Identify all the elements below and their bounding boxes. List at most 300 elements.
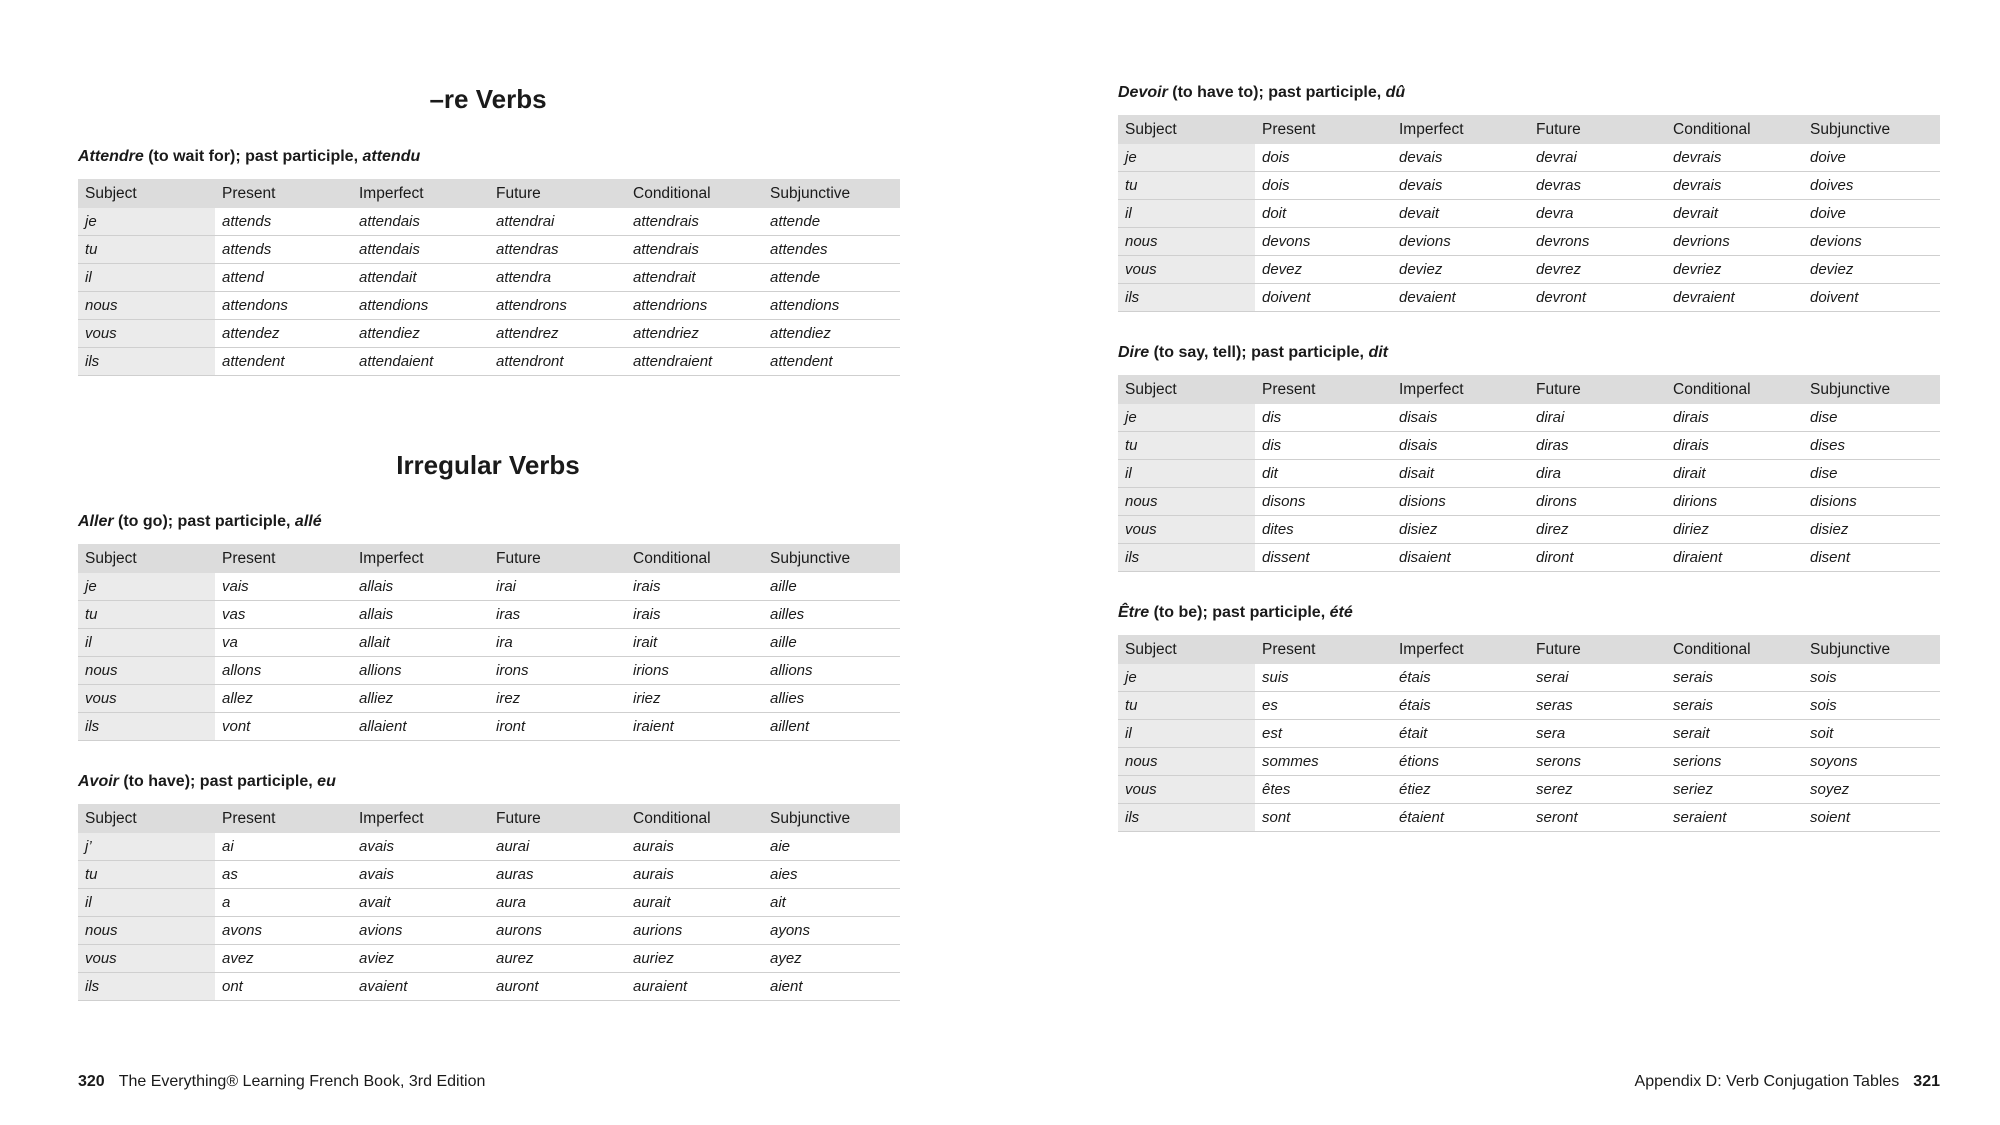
conjugation-cell: attendions bbox=[763, 292, 900, 320]
conjugation-cell: allions bbox=[763, 657, 900, 685]
conjugation-cell: aille bbox=[763, 629, 900, 657]
table-row bbox=[78, 685, 900, 713]
conjugation-cell: aient bbox=[763, 973, 900, 1001]
table-header-row bbox=[1118, 375, 1940, 404]
table-header-row bbox=[1118, 115, 1940, 144]
conjugation-cell: aurons bbox=[489, 917, 626, 945]
conjugation-cell: attendes bbox=[763, 236, 900, 264]
conjugation-cell: seraient bbox=[1666, 804, 1803, 832]
conjugation-cell: seras bbox=[1529, 692, 1666, 720]
conjugation-cell: dira bbox=[1529, 460, 1666, 488]
table-row bbox=[78, 861, 900, 889]
conjugation-cell: attendons bbox=[215, 292, 352, 320]
conjugation-cell: attendraient bbox=[626, 348, 763, 376]
verb-heading bbox=[78, 147, 898, 167]
subject-cell: nous bbox=[1118, 228, 1255, 256]
table-row bbox=[1118, 720, 1940, 748]
subject-cell: il bbox=[78, 264, 215, 292]
subject-cell: il bbox=[1118, 200, 1255, 228]
conjugation-cell: avais bbox=[352, 861, 489, 889]
subject-cell: j’ bbox=[78, 833, 215, 861]
conjugation-table bbox=[78, 179, 900, 376]
conjugation-cell: disiez bbox=[1392, 516, 1529, 544]
conjugation-cell: iriez bbox=[626, 685, 763, 713]
conjugation-cell: allions bbox=[352, 657, 489, 685]
table-row bbox=[78, 264, 900, 292]
conjugation-cell: attendiez bbox=[352, 320, 489, 348]
conjugation-cell: serait bbox=[1666, 720, 1803, 748]
conjugation-cell: aurai bbox=[489, 833, 626, 861]
conjugation-cell: devrez bbox=[1529, 256, 1666, 284]
column-header: Subjunctive bbox=[1803, 375, 1940, 404]
conjugation-cell: iraient bbox=[626, 713, 763, 741]
subject-cell: tu bbox=[1118, 432, 1255, 460]
conjugation-cell: attendez bbox=[215, 320, 352, 348]
conjugation-cell: attends bbox=[215, 208, 352, 236]
subject-cell: nous bbox=[1118, 748, 1255, 776]
conjugation-cell: dites bbox=[1255, 516, 1392, 544]
conjugation-cell: diriez bbox=[1666, 516, 1803, 544]
conjugation-cell: disais bbox=[1392, 404, 1529, 432]
conjugation-cell: dirais bbox=[1666, 432, 1803, 460]
table-row bbox=[1118, 692, 1940, 720]
table-row bbox=[1118, 404, 1940, 432]
table-row bbox=[1118, 284, 1940, 312]
conjugation-cell: devez bbox=[1255, 256, 1392, 284]
conjugation-cell: attendrions bbox=[626, 292, 763, 320]
conjugation-cell: devras bbox=[1529, 172, 1666, 200]
table-row bbox=[78, 889, 900, 917]
verb-infinitive: Aller bbox=[78, 513, 114, 530]
footer-left bbox=[78, 1070, 485, 1094]
conjugation-cell: aie bbox=[763, 833, 900, 861]
conjugation-cell: soient bbox=[1803, 804, 1940, 832]
subject-cell: vous bbox=[1118, 516, 1255, 544]
column-header: Subject bbox=[78, 804, 215, 833]
conjugation-cell: avez bbox=[215, 945, 352, 973]
column-header: Subjunctive bbox=[1803, 635, 1940, 664]
conjugation-cell: disions bbox=[1392, 488, 1529, 516]
past-participle: été bbox=[1329, 604, 1353, 621]
conjugation-cell: ayez bbox=[763, 945, 900, 973]
conjugation-cell: doivent bbox=[1255, 284, 1392, 312]
conjugation-cell: direz bbox=[1529, 516, 1666, 544]
table-header-row bbox=[78, 179, 900, 208]
conjugation-cell: avons bbox=[215, 917, 352, 945]
subject-cell: ils bbox=[1118, 284, 1255, 312]
verb-block bbox=[1118, 83, 1938, 312]
conjugation-cell: devra bbox=[1529, 200, 1666, 228]
conjugation-cell: serai bbox=[1529, 664, 1666, 692]
conjugation-cell: va bbox=[215, 629, 352, 657]
table-row bbox=[78, 973, 900, 1001]
conjugation-cell: êtes bbox=[1255, 776, 1392, 804]
conjugation-cell: diras bbox=[1529, 432, 1666, 460]
column-header: Conditional bbox=[626, 544, 763, 573]
subject-cell: il bbox=[78, 629, 215, 657]
conjugation-cell: seriez bbox=[1666, 776, 1803, 804]
conjugation-cell: étais bbox=[1392, 692, 1529, 720]
conjugation-cell: étaient bbox=[1392, 804, 1529, 832]
conjugation-cell: ailles bbox=[763, 601, 900, 629]
conjugation-cell: devrait bbox=[1666, 200, 1803, 228]
column-header: Future bbox=[1529, 115, 1666, 144]
conjugation-cell: devront bbox=[1529, 284, 1666, 312]
column-header: Present bbox=[1255, 115, 1392, 144]
conjugation-cell: attend bbox=[215, 264, 352, 292]
conjugation-cell: aillent bbox=[763, 713, 900, 741]
conjugation-cell: devrons bbox=[1529, 228, 1666, 256]
table-row bbox=[1118, 544, 1940, 572]
conjugation-cell: devais bbox=[1392, 172, 1529, 200]
conjugation-cell: doit bbox=[1255, 200, 1392, 228]
table-row bbox=[1118, 460, 1940, 488]
table-row bbox=[1118, 776, 1940, 804]
verb-heading bbox=[1118, 343, 1938, 363]
conjugation-cell: irais bbox=[626, 573, 763, 601]
column-header: Present bbox=[215, 179, 352, 208]
conjugation-cell: serais bbox=[1666, 664, 1803, 692]
conjugation-cell: était bbox=[1392, 720, 1529, 748]
verb-meaning: (to wait for); past participle, bbox=[143, 148, 363, 165]
conjugation-cell: attendent bbox=[763, 348, 900, 376]
verb-infinitive: Avoir bbox=[78, 773, 119, 790]
table-row bbox=[78, 320, 900, 348]
conjugation-cell: dise bbox=[1803, 460, 1940, 488]
verb-block bbox=[78, 512, 898, 741]
conjugation-cell: aura bbox=[489, 889, 626, 917]
chapter-title: Appendix D: Verb Conjugation Tables bbox=[1634, 1073, 1900, 1090]
column-header: Conditional bbox=[626, 804, 763, 833]
verb-block bbox=[1118, 343, 1938, 572]
column-header: Conditional bbox=[626, 179, 763, 208]
conjugation-cell: doive bbox=[1803, 144, 1940, 172]
conjugation-cell: est bbox=[1255, 720, 1392, 748]
conjugation-cell: disiez bbox=[1803, 516, 1940, 544]
conjugation-cell: ait bbox=[763, 889, 900, 917]
conjugation-cell: attendent bbox=[215, 348, 352, 376]
conjugation-cell: allait bbox=[352, 629, 489, 657]
conjugation-cell: aviez bbox=[352, 945, 489, 973]
conjugation-cell: attendras bbox=[489, 236, 626, 264]
subject-cell: vous bbox=[1118, 776, 1255, 804]
column-header: Future bbox=[489, 544, 626, 573]
conjugation-cell: attende bbox=[763, 264, 900, 292]
page-number: 320 bbox=[78, 1073, 105, 1090]
column-header: Present bbox=[1255, 635, 1392, 664]
column-header: Future bbox=[1529, 375, 1666, 404]
conjugation-cell: dois bbox=[1255, 172, 1392, 200]
past-participle: allé bbox=[294, 513, 322, 530]
conjugation-cell: avait bbox=[352, 889, 489, 917]
verb-meaning: (to be); past participle, bbox=[1149, 604, 1330, 621]
past-participle: dû bbox=[1385, 84, 1406, 101]
conjugation-cell: vas bbox=[215, 601, 352, 629]
conjugation-cell: dirait bbox=[1666, 460, 1803, 488]
conjugation-cell: auraient bbox=[626, 973, 763, 1001]
table-row bbox=[78, 601, 900, 629]
conjugation-table bbox=[78, 804, 900, 1001]
conjugation-cell: aille bbox=[763, 573, 900, 601]
conjugation-cell: iront bbox=[489, 713, 626, 741]
subject-cell: ils bbox=[78, 713, 215, 741]
conjugation-cell: dis bbox=[1255, 404, 1392, 432]
subject-cell: je bbox=[1118, 144, 1255, 172]
conjugation-cell: irions bbox=[626, 657, 763, 685]
conjugation-cell: sera bbox=[1529, 720, 1666, 748]
column-header: Subject bbox=[1118, 115, 1255, 144]
conjugation-cell: devions bbox=[1392, 228, 1529, 256]
subject-cell: il bbox=[1118, 460, 1255, 488]
conjugation-cell: attendrez bbox=[489, 320, 626, 348]
column-header: Present bbox=[215, 804, 352, 833]
conjugation-cell: devrais bbox=[1666, 144, 1803, 172]
table-header-row bbox=[78, 804, 900, 833]
conjugation-cell: aurais bbox=[626, 833, 763, 861]
conjugation-cell: avais bbox=[352, 833, 489, 861]
column-header: Imperfect bbox=[1392, 115, 1529, 144]
conjugation-cell: diraient bbox=[1666, 544, 1803, 572]
subject-cell: nous bbox=[78, 657, 215, 685]
conjugation-cell: attendrons bbox=[489, 292, 626, 320]
conjugation-cell: aurez bbox=[489, 945, 626, 973]
conjugation-cell: serez bbox=[1529, 776, 1666, 804]
subject-cell: vous bbox=[1118, 256, 1255, 284]
conjugation-cell: disait bbox=[1392, 460, 1529, 488]
column-header: Subjunctive bbox=[763, 544, 900, 573]
table-row bbox=[78, 573, 900, 601]
table-row bbox=[78, 657, 900, 685]
past-participle: eu bbox=[317, 773, 336, 790]
conjugation-cell: irai bbox=[489, 573, 626, 601]
page-number: 321 bbox=[1913, 1073, 1940, 1090]
conjugation-cell: disons bbox=[1255, 488, 1392, 516]
conjugation-cell: devions bbox=[1803, 228, 1940, 256]
conjugation-cell: attendriez bbox=[626, 320, 763, 348]
subject-cell: vous bbox=[78, 685, 215, 713]
conjugation-cell: auriez bbox=[626, 945, 763, 973]
table-row bbox=[1118, 256, 1940, 284]
table-row bbox=[1118, 432, 1940, 460]
table-row bbox=[1118, 228, 1940, 256]
conjugation-cell: ira bbox=[489, 629, 626, 657]
conjugation-cell: étais bbox=[1392, 664, 1529, 692]
conjugation-cell: attendais bbox=[352, 236, 489, 264]
verb-heading bbox=[1118, 603, 1938, 623]
conjugation-cell: soyez bbox=[1803, 776, 1940, 804]
column-header: Imperfect bbox=[352, 804, 489, 833]
conjugation-cell: devrai bbox=[1529, 144, 1666, 172]
table-row bbox=[78, 348, 900, 376]
verb-meaning: (to go); past participle, bbox=[113, 513, 295, 530]
conjugation-cell: allais bbox=[352, 601, 489, 629]
subject-cell: tu bbox=[78, 236, 215, 264]
conjugation-cell: disions bbox=[1803, 488, 1940, 516]
subject-cell: je bbox=[1118, 664, 1255, 692]
column-header: Conditional bbox=[1666, 115, 1803, 144]
conjugation-cell: alliez bbox=[352, 685, 489, 713]
conjugation-cell: avions bbox=[352, 917, 489, 945]
subject-cell: je bbox=[1118, 404, 1255, 432]
footer-right bbox=[1635, 1070, 1940, 1094]
conjugation-cell: attendront bbox=[489, 348, 626, 376]
conjugation-cell: ont bbox=[215, 973, 352, 1001]
conjugation-cell: devrions bbox=[1666, 228, 1803, 256]
verb-heading bbox=[1118, 83, 1938, 103]
verb-block bbox=[1118, 603, 1938, 832]
conjugation-cell: allaient bbox=[352, 713, 489, 741]
conjugation-cell: aurais bbox=[626, 861, 763, 889]
conjugation-cell: allais bbox=[352, 573, 489, 601]
subject-cell: ils bbox=[1118, 544, 1255, 572]
conjugation-cell: suis bbox=[1255, 664, 1392, 692]
verb-meaning: (to say, tell); past participle, bbox=[1149, 344, 1369, 361]
column-header: Conditional bbox=[1666, 375, 1803, 404]
verb-infinitive: Devoir bbox=[1118, 84, 1168, 101]
conjugation-cell: attendais bbox=[352, 208, 489, 236]
conjugation-cell: disent bbox=[1803, 544, 1940, 572]
conjugation-cell: devons bbox=[1255, 228, 1392, 256]
conjugation-cell: auront bbox=[489, 973, 626, 1001]
conjugation-cell: aies bbox=[763, 861, 900, 889]
column-header: Future bbox=[489, 179, 626, 208]
conjugation-table bbox=[1118, 375, 1940, 572]
conjugation-cell: attendrais bbox=[626, 208, 763, 236]
table-row bbox=[78, 292, 900, 320]
conjugation-cell: serions bbox=[1666, 748, 1803, 776]
conjugation-cell: devraient bbox=[1666, 284, 1803, 312]
conjugation-table bbox=[1118, 635, 1940, 832]
conjugation-cell: devaient bbox=[1392, 284, 1529, 312]
conjugation-cell: deviez bbox=[1392, 256, 1529, 284]
subject-cell: ils bbox=[78, 348, 215, 376]
conjugation-cell: dirions bbox=[1666, 488, 1803, 516]
column-header: Subject bbox=[1118, 635, 1255, 664]
subject-cell: il bbox=[78, 889, 215, 917]
conjugation-cell: allez bbox=[215, 685, 352, 713]
verb-block bbox=[78, 147, 898, 376]
subject-cell: ils bbox=[1118, 804, 1255, 832]
subject-cell: vous bbox=[78, 320, 215, 348]
conjugation-cell: irait bbox=[626, 629, 763, 657]
conjugation-cell: ayons bbox=[763, 917, 900, 945]
column-header: Subjunctive bbox=[763, 804, 900, 833]
conjugation-cell: attendrais bbox=[626, 236, 763, 264]
table-row bbox=[1118, 488, 1940, 516]
table-row bbox=[1118, 144, 1940, 172]
conjugation-table bbox=[1118, 115, 1940, 312]
column-header: Conditional bbox=[1666, 635, 1803, 664]
conjugation-cell: devais bbox=[1392, 144, 1529, 172]
table-row bbox=[78, 629, 900, 657]
column-header: Subject bbox=[1118, 375, 1255, 404]
right-page bbox=[1000, 0, 2000, 1125]
column-header: Subject bbox=[78, 544, 215, 573]
conjugation-cell: dirais bbox=[1666, 404, 1803, 432]
conjugation-cell: a bbox=[215, 889, 352, 917]
conjugation-cell: disais bbox=[1392, 432, 1529, 460]
conjugation-cell: dois bbox=[1255, 144, 1392, 172]
column-header: Present bbox=[1255, 375, 1392, 404]
verb-infinitive: Être bbox=[1118, 604, 1150, 621]
conjugation-cell: irons bbox=[489, 657, 626, 685]
conjugation-cell: dirai bbox=[1529, 404, 1666, 432]
past-participle: attendu bbox=[362, 148, 421, 165]
conjugation-cell: sois bbox=[1803, 692, 1940, 720]
table-row bbox=[1118, 200, 1940, 228]
conjugation-cell: soit bbox=[1803, 720, 1940, 748]
verb-heading bbox=[78, 772, 898, 792]
conjugation-cell: doivent bbox=[1803, 284, 1940, 312]
conjugation-cell: vont bbox=[215, 713, 352, 741]
conjugation-cell: disaient bbox=[1392, 544, 1529, 572]
conjugation-cell: attendrai bbox=[489, 208, 626, 236]
table-row bbox=[1118, 516, 1940, 544]
subject-cell: tu bbox=[78, 861, 215, 889]
column-header: Future bbox=[1529, 635, 1666, 664]
column-header: Imperfect bbox=[352, 179, 489, 208]
book-title: The Everything® Learning French Book, 3rd Edition bbox=[118, 1073, 486, 1090]
conjugation-cell: devait bbox=[1392, 200, 1529, 228]
conjugation-cell: soyons bbox=[1803, 748, 1940, 776]
conjugation-cell: sois bbox=[1803, 664, 1940, 692]
conjugation-cell: étiez bbox=[1392, 776, 1529, 804]
verb-heading bbox=[78, 512, 898, 532]
column-header: Imperfect bbox=[1392, 635, 1529, 664]
conjugation-cell: dis bbox=[1255, 432, 1392, 460]
subject-cell: il bbox=[1118, 720, 1255, 748]
conjugation-cell: irais bbox=[626, 601, 763, 629]
section-title-re-verbs: –re Verbs bbox=[429, 84, 547, 114]
conjugation-cell: dises bbox=[1803, 432, 1940, 460]
conjugation-cell: ai bbox=[215, 833, 352, 861]
subject-cell: vous bbox=[78, 945, 215, 973]
conjugation-cell: sont bbox=[1255, 804, 1392, 832]
conjugation-cell: deviez bbox=[1803, 256, 1940, 284]
table-row bbox=[78, 917, 900, 945]
table-row bbox=[78, 236, 900, 264]
conjugation-cell: aurions bbox=[626, 917, 763, 945]
conjugation-cell: as bbox=[215, 861, 352, 889]
verb-infinitive: Dire bbox=[1118, 344, 1150, 361]
conjugation-cell: attendait bbox=[352, 264, 489, 292]
conjugation-cell: devriez bbox=[1666, 256, 1803, 284]
conjugation-cell: allies bbox=[763, 685, 900, 713]
column-header: Present bbox=[215, 544, 352, 573]
verb-infinitive: Attendre bbox=[78, 148, 144, 165]
subject-cell: tu bbox=[1118, 172, 1255, 200]
column-header: Imperfect bbox=[1392, 375, 1529, 404]
subject-cell: tu bbox=[1118, 692, 1255, 720]
conjugation-cell: doive bbox=[1803, 200, 1940, 228]
conjugation-cell: étions bbox=[1392, 748, 1529, 776]
conjugation-cell: irez bbox=[489, 685, 626, 713]
subject-cell: je bbox=[78, 208, 215, 236]
column-header: Subjunctive bbox=[1803, 115, 1940, 144]
subject-cell: ils bbox=[78, 973, 215, 1001]
conjugation-cell: aurait bbox=[626, 889, 763, 917]
past-participle: dit bbox=[1368, 344, 1388, 361]
conjugation-cell: devrais bbox=[1666, 172, 1803, 200]
conjugation-cell: sommes bbox=[1255, 748, 1392, 776]
conjugation-table bbox=[78, 544, 900, 741]
table-row bbox=[78, 833, 900, 861]
table-row bbox=[78, 945, 900, 973]
subject-cell: nous bbox=[78, 292, 215, 320]
conjugation-cell: auras bbox=[489, 861, 626, 889]
column-header: Imperfect bbox=[352, 544, 489, 573]
conjugation-cell: iras bbox=[489, 601, 626, 629]
